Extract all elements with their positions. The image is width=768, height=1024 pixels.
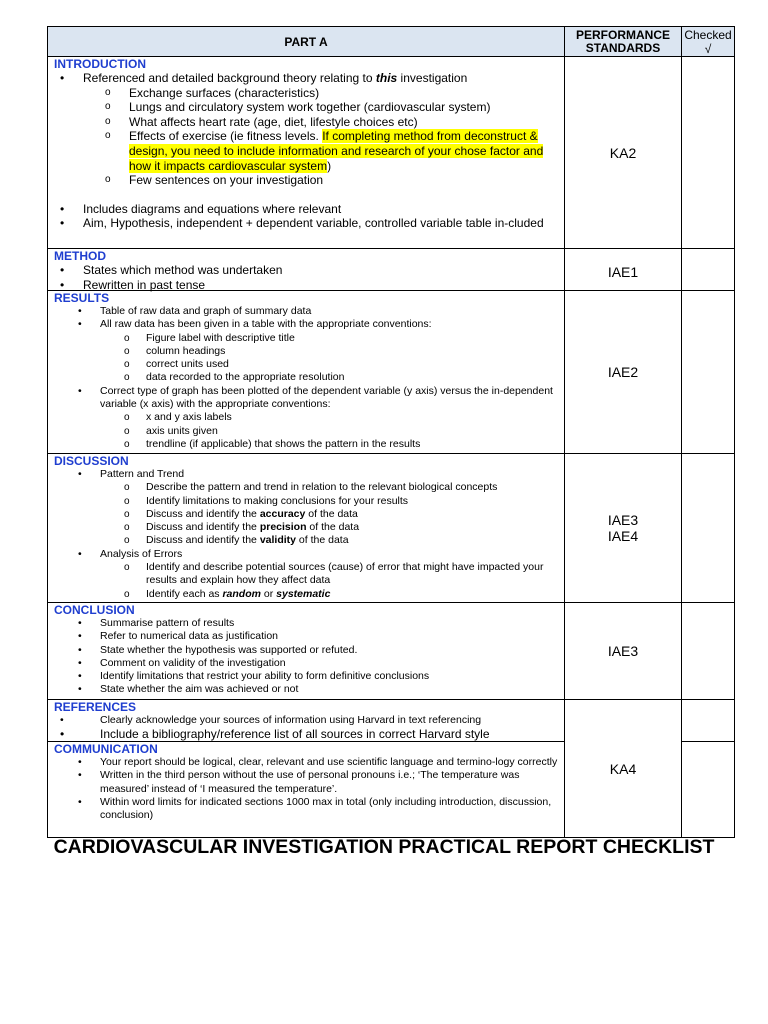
conclusion-content xyxy=(48,603,564,699)
page-title: CARDIOVASCULAR INVESTIGATION PRACTICAL REPORT CHECKLIST xyxy=(53,836,715,858)
header-part-a: PART A xyxy=(48,27,564,56)
list-item: • State whether the hypothesis was supported or refuted. xyxy=(54,644,558,657)
table-header-row xyxy=(48,27,734,56)
list-item: • State whether the aim was achieved or not xyxy=(54,683,558,696)
list-item: • Correct type of graph has been plotted of the dependent variable (y axis) versus the in-dependent variable (x axis) with the appropriate conventions: o x and y axis labels o axis units given o trendline (if applicable) that shows the pattern in the results xyxy=(54,385,558,451)
list-item: o Exchange surfaces (characteristics) xyxy=(83,86,558,101)
discussion-standard-1: IAE3 xyxy=(607,512,639,529)
communication-title: COMMUNICATION xyxy=(54,742,158,756)
introduction-title: INTRODUCTION xyxy=(54,57,146,71)
list-item: • Refer to numerical data as justification xyxy=(54,630,558,643)
list-item: • Clearly acknowledge your sources of information using Harvard in text referencing xyxy=(54,714,558,728)
method-checkbox[interactable] xyxy=(681,249,734,294)
list-item: • Written in the third person without the use of personal pronouns i.e.; ‘The temperature was measured’ instead of ‘I measured the temperature’. xyxy=(54,769,558,796)
conclusion-title: CONCLUSION xyxy=(54,603,135,617)
results-content xyxy=(48,291,564,453)
list-item: o Identify each as random or systematic xyxy=(100,588,558,601)
communication-standard: KA4 xyxy=(564,700,681,837)
results-checkbox[interactable] xyxy=(681,291,734,453)
list-item: o x and y axis labels xyxy=(100,411,558,424)
list-item: o Figure label with descriptive title xyxy=(100,332,558,345)
introduction-checkbox[interactable] xyxy=(681,57,734,248)
list-item: o Effects of exercise (ie fitness levels. If completing method from deconstruct & design, you need to include information and research of your chose factor and how it impacts cardiovascular system) xyxy=(83,129,558,173)
list-item: o What affects heart rate (age, diet, lifestyle choices etc) xyxy=(83,115,558,130)
list-item: • Rewritten in past tense xyxy=(54,278,558,293)
list-item: • Referenced and detailed background theory relating to this investigation o Exchange surfaces (characteristics) o Lungs and circulatory system work together (cardiovascular system) o What affects heart rate (age, diet, lifestyle choices etc) o Effects of exercise (ie fitness levels. If completing method from deconstruct & design, you need to include information and research of your chose factor and how it impacts cardiovascular system) o Few sentences on your investigation xyxy=(54,71,558,188)
list-item: o Lungs and circulatory system work together (cardiovascular system) xyxy=(83,100,558,115)
discussion-standard-2: IAE4 xyxy=(607,528,639,545)
discussion-checkbox[interactable] xyxy=(681,454,734,603)
highlighted-note: If completing method from deconstruct & design, you need to include information and research of your chose factor and how it impacts cardiovascular system xyxy=(129,129,544,173)
results-title: RESULTS xyxy=(54,291,110,305)
list-item: o correct units used xyxy=(100,358,558,371)
list-item: • Identify limitations that restrict your ability to form definitive conclusions xyxy=(54,670,558,683)
list-item: • Comment on validity of the investigation xyxy=(54,657,558,670)
list-item: o Discuss and identify the validity of the data xyxy=(100,534,558,547)
list-item: • All raw data has been given in a table with the appropriate conventions: o Figure label with descriptive title o column headings o correct units used o data recorded to the appropriate resolution xyxy=(54,318,558,384)
method-content xyxy=(48,249,564,294)
list-item: • Summarise pattern of results xyxy=(54,617,558,630)
section-results xyxy=(48,290,734,453)
section-method xyxy=(48,248,734,290)
list-item: o trendline (if applicable) that shows the pattern in the results xyxy=(100,438,558,451)
list-item: o column headings xyxy=(100,345,558,358)
list-item: o Describe the pattern and trend in relation to the relevant biological concepts xyxy=(100,481,558,494)
list-item: • Includes diagrams and equations where relevant xyxy=(54,202,558,217)
header-performance-standards: PERFORMANCE STANDARDS xyxy=(564,27,681,56)
section-introduction xyxy=(48,56,734,248)
discussion-standard xyxy=(564,454,681,603)
section-discussion xyxy=(48,453,734,602)
list-item: • Within word limits for indicated sections 1000 max in total (only including introduction, discussion, conclusion) xyxy=(54,796,558,823)
header-checked: Checked √ xyxy=(681,27,734,56)
list-item: o Few sentences on your investigation xyxy=(83,173,558,188)
discussion-content xyxy=(48,454,564,603)
introduction-standard: KA2 xyxy=(564,57,681,248)
section-references-communication xyxy=(48,699,734,837)
list-item: o Discuss and identify the accuracy of the data xyxy=(100,508,558,521)
introduction-content xyxy=(48,57,564,248)
list-item: • Aim, Hypothesis, independent + dependent variable, controlled variable table in-cluded xyxy=(54,216,558,231)
section-conclusion xyxy=(48,602,734,699)
method-standard: IAE1 xyxy=(564,249,681,294)
list-item: o data recorded to the appropriate resolution xyxy=(100,371,558,384)
list-item: o Identify and describe potential sources (cause) of error that might have impacted your results and explain how they affect data xyxy=(100,561,558,588)
list-item: o Identify limitations to making conclusions for your results xyxy=(100,495,558,508)
references-communication-content xyxy=(48,700,564,837)
references-checkbox[interactable] xyxy=(682,700,734,742)
references-title: REFERENCES xyxy=(54,700,137,714)
communication-content xyxy=(48,742,564,824)
discussion-title: DISCUSSION xyxy=(54,454,129,468)
conclusion-standard: IAE3 xyxy=(564,603,681,699)
list-item: o Discuss and identify the precision of the data xyxy=(100,521,558,534)
list-item: • Analysis of Errors o Identify and describe potential sources (cause) of error that might have impacted your results and explain how they affect data o Identify each as random or systematic xyxy=(54,548,558,601)
results-standard: IAE2 xyxy=(564,291,681,453)
method-title: METHOD xyxy=(54,249,106,263)
list-item: • Include a bibliography/reference list of all sources in correct Harvard style xyxy=(54,728,558,742)
list-item: • Pattern and Trend o Describe the pattern and trend in relation to the relevant biological concepts o Identify limitations to making conclusions for your results o Discuss and identify the accuracy of the data o Discuss and identify the precision of the data o Discuss and identify the validity of the data xyxy=(54,468,558,548)
references-content xyxy=(48,700,564,742)
conclusion-checkbox[interactable] xyxy=(681,603,734,699)
references-communication-checkboxes xyxy=(681,700,734,837)
list-item: o axis units given xyxy=(100,425,558,438)
list-item: • States which method was undertaken xyxy=(54,263,558,278)
checklist-table xyxy=(47,26,735,838)
list-item: • Your report should be logical, clear, relevant and use scientific language and termino-logy correctly xyxy=(54,756,558,769)
list-item: • Table of raw data and graph of summary data xyxy=(54,305,558,318)
